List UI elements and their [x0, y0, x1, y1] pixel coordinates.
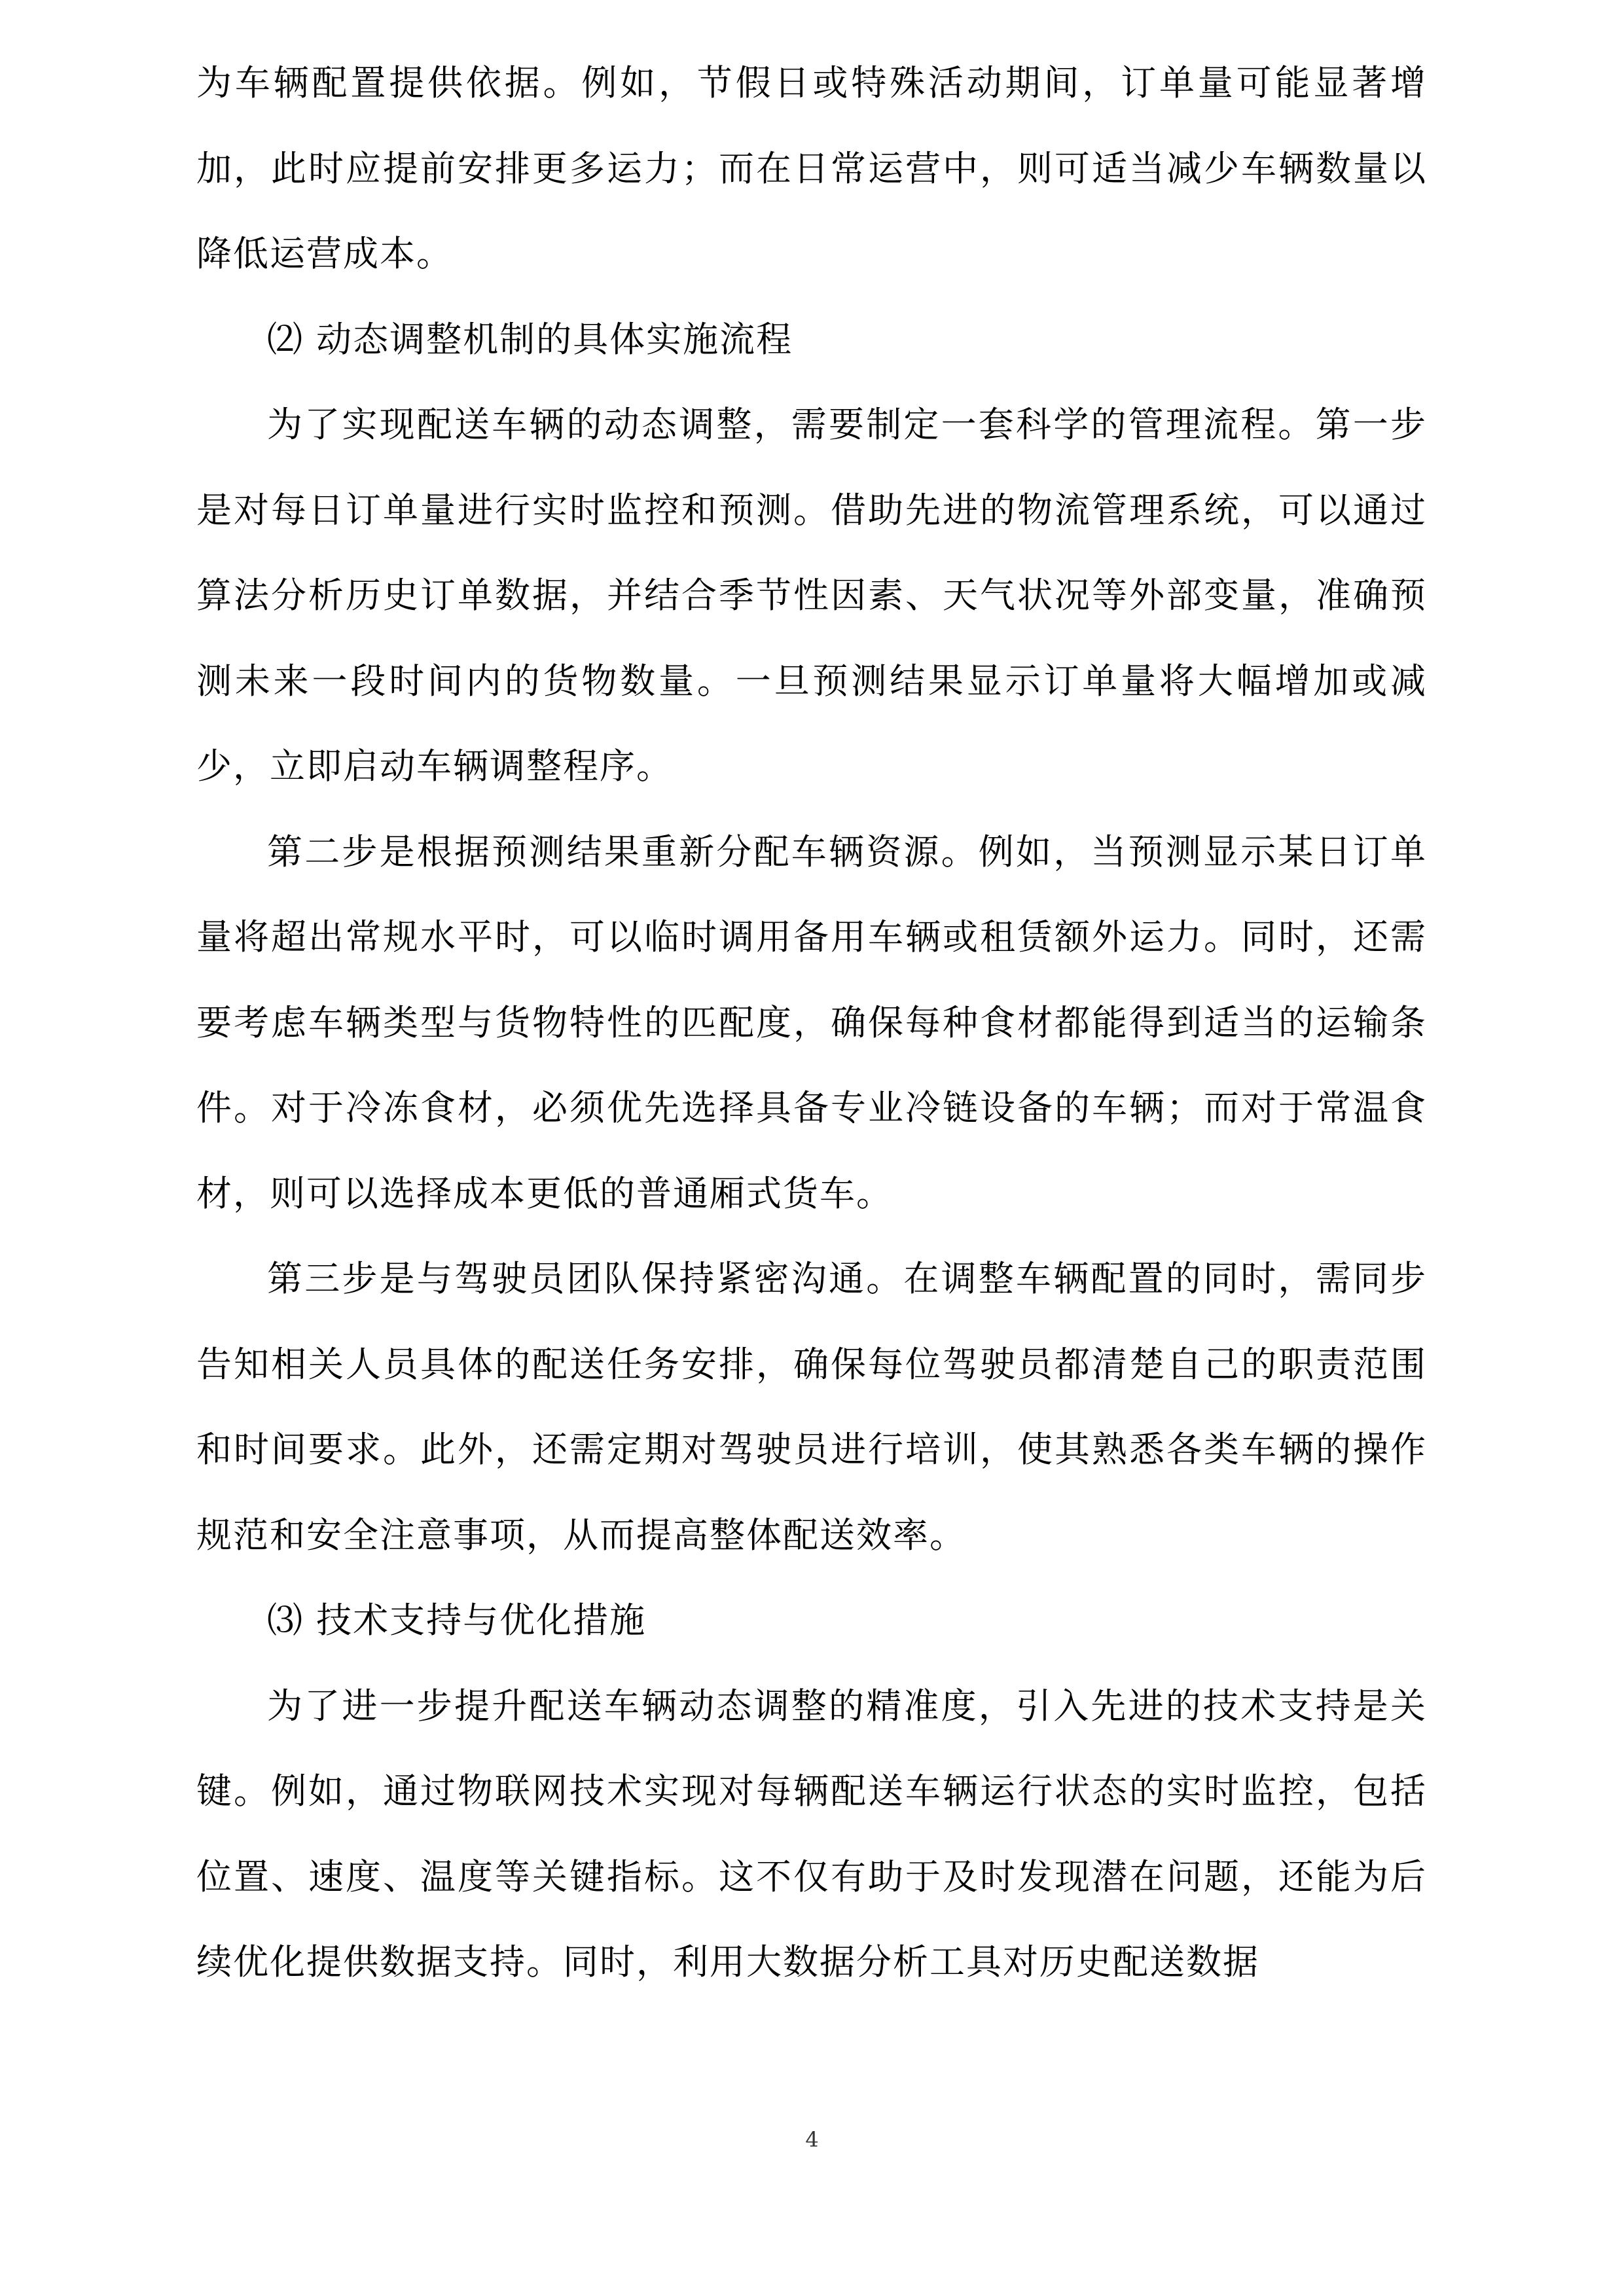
section-heading-2: ⑵ 动态调整机制的具体实施流程	[267, 318, 793, 360]
paragraph-step-three: 第三步是与驾驶员团队保持紧密沟通。在调整车辆配置的同时，需同步告知相关人员具体的配送任务安排，确保每位驾驶员都清楚自己的职责范围和时间要求。此外，还需定期对驾驶员进行培训，使其熟悉各类车辆的操作规范和安全注意事项，从而提高整体配送效率。	[196, 1258, 1427, 1556]
paragraph-process-intro: 为了实现配送车辆的动态调整，需要制定一套科学的管理流程。第一步是对每日订单量进行实时监控和预测。借助先进的物流管理系统，可以通过算法分析历史订单数据，并结合季节性因素、天气状况等外部变量，准确预测未来一段时间内的货物数量。一旦预测结果显示订单量将大幅增加或减少，立即启动车辆调整程序。	[196, 404, 1427, 787]
paragraph-tech-support: 为了进一步提升配送车辆动态调整的精准度，引入先进的技术支持是关键。例如，通过物联网技术实现对每辆配送车辆运行状态的实时监控，包括位置、速度、温度等关键指标。这不仅有助于及时发现潜在问题，还能为后续优化提供数据支持。同时，利用大数据分析工具对历史配送数据	[196, 1685, 1427, 1982]
paragraph-continued: 为车辆配置提供依据。例如，节假日或特殊活动期间，订单量可能显著增加，此时应提前安排更多运力；而在日常运营中，则可适当减少车辆数量以降低运营成本。	[196, 62, 1427, 274]
section-heading-3: ⑶ 技术支持与优化措施	[267, 1600, 647, 1641]
page-number: 4	[805, 2127, 819, 2152]
paragraph-step-two: 第二步是根据预测结果重新分配车辆资源。例如，当预测显示某日订单量将超出常规水平时，可以临时调用备用车辆或租赁额外运力。同时，还需要考虑车辆类型与货物特性的匹配度，确保每种食材都能得到适当的运输条件。对于冷冻食材，必须优先选择具备专业冷链设备的车辆；而对于常温食材，则可以选择成本更低的普通厢式货车。	[196, 831, 1427, 1214]
body-text	[196, 41, 1427, 2005]
